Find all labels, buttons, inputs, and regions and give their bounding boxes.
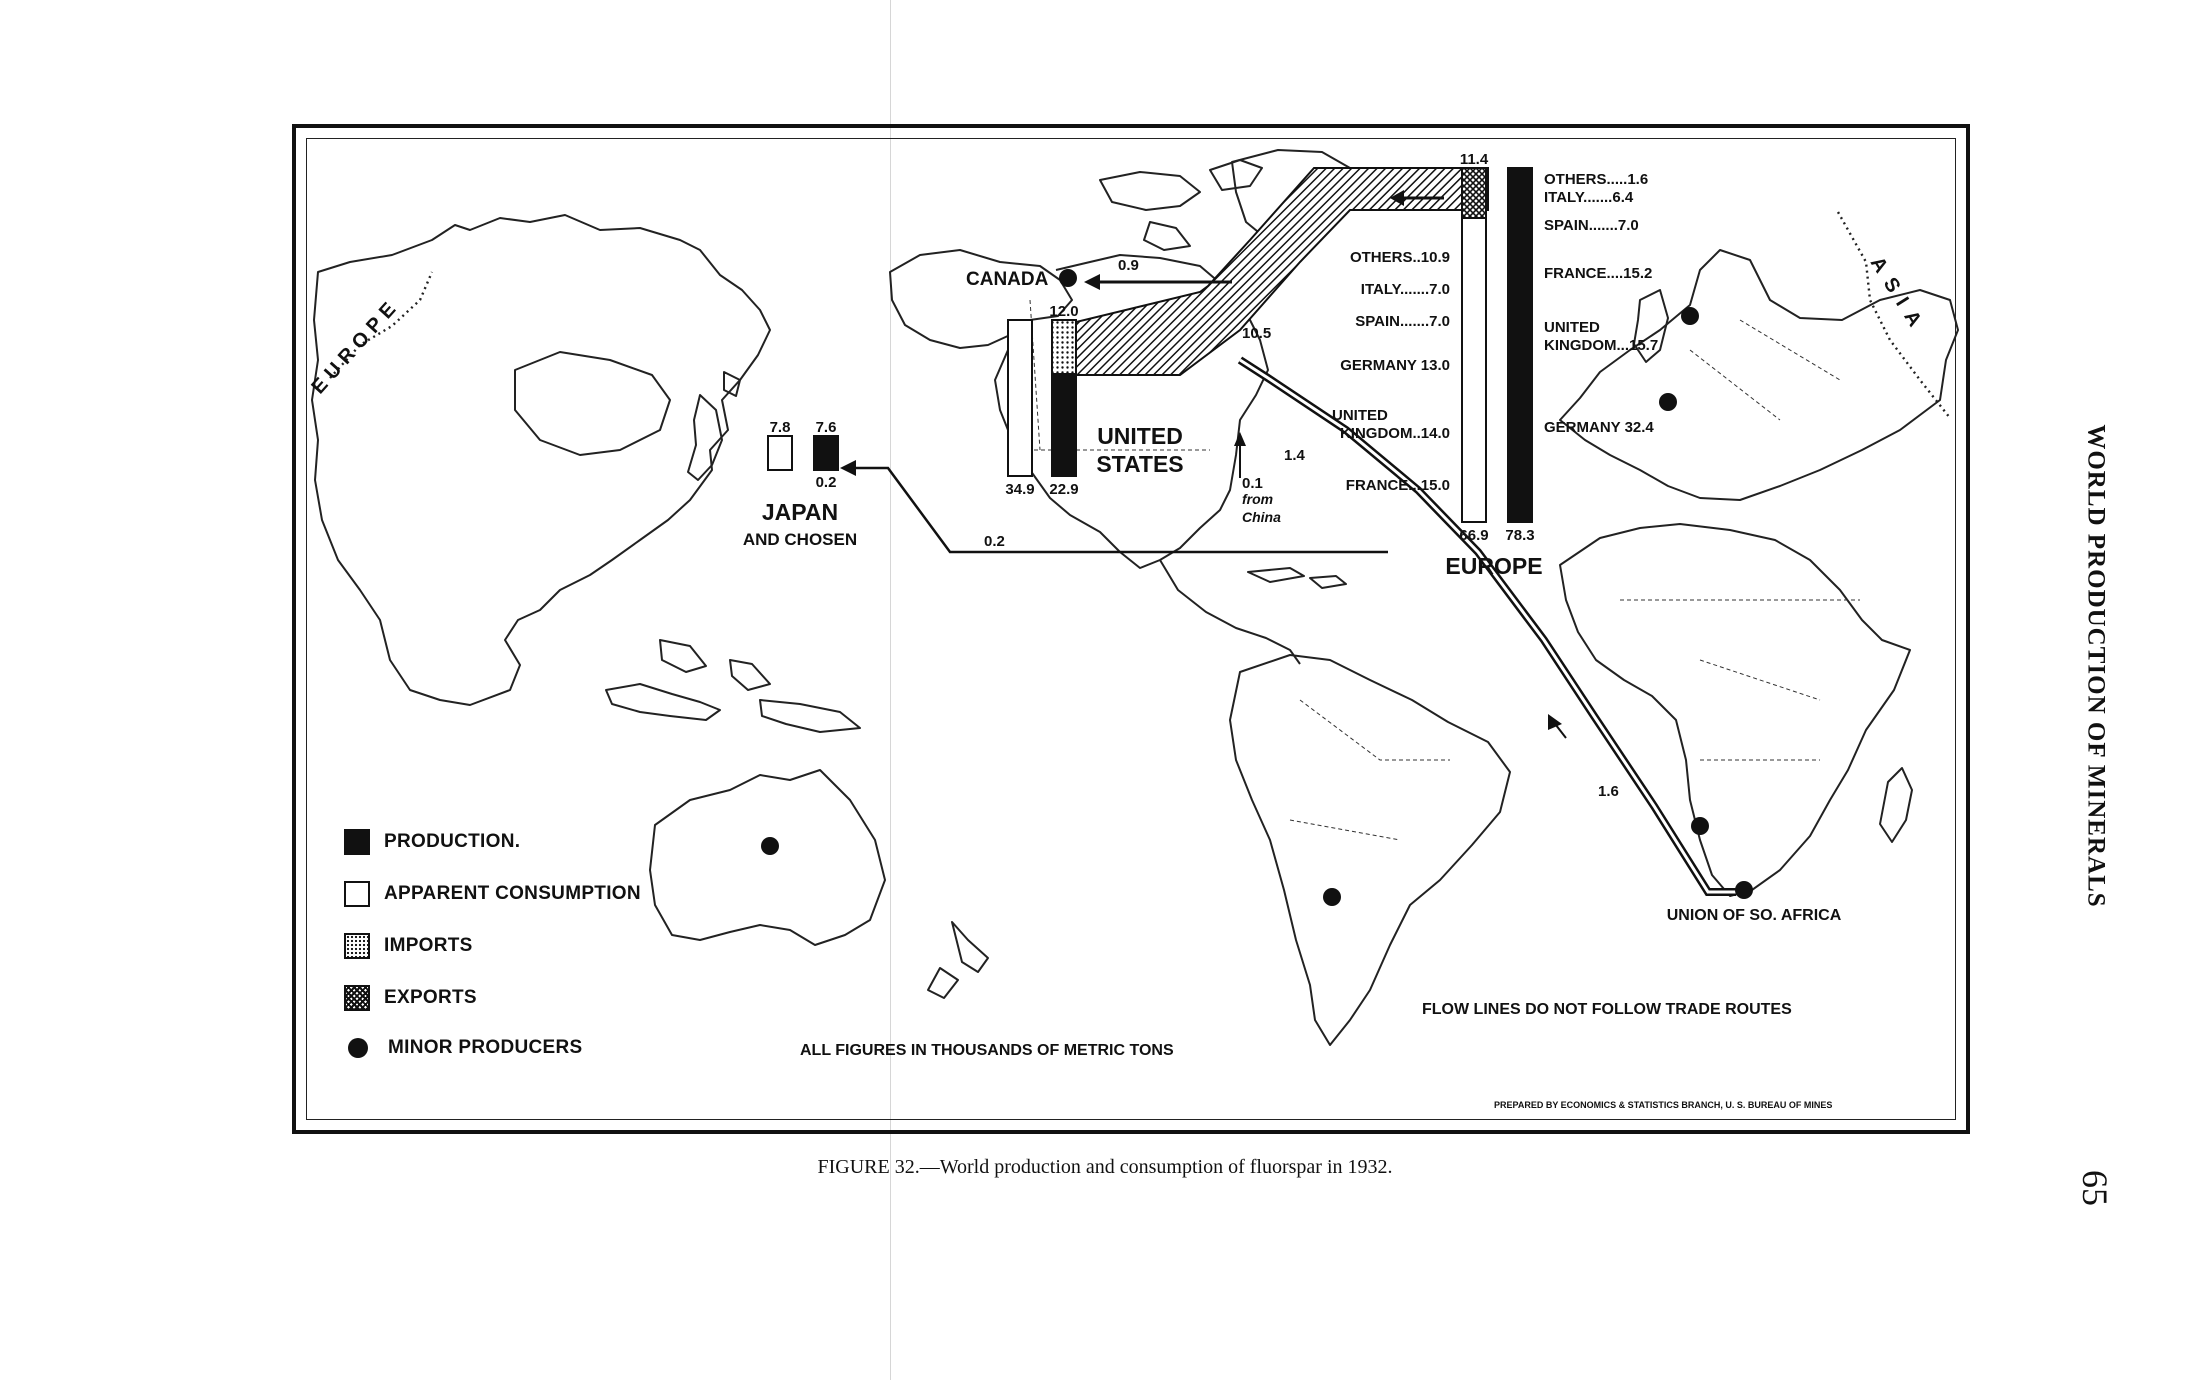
europe-arc-label: EUROPE [307, 294, 405, 399]
china-arrowhead [1234, 432, 1246, 446]
us-imports-bar [1052, 320, 1076, 374]
europe-production-uk: UNITED [1544, 319, 1600, 336]
canada-label: CANADA [966, 269, 1049, 290]
legend-label-consumption: APPARENT CONSUMPTION [384, 883, 641, 904]
europe-exports-value: 11.4 [1459, 151, 1489, 168]
credit-note: PREPARED BY ECONOMICS & STATISTICS BRANCH, U. S. BUREAU OF MINES [1494, 1100, 1833, 1110]
europe-consumption-bar [1462, 218, 1486, 522]
europe-consumption-italy: ITALY.......7.0 [1360, 281, 1450, 298]
flow-value-africa-us-1-4: 1.4 [1284, 447, 1305, 464]
minor-producer-dot-argentina [1323, 888, 1341, 906]
us-imports-value: 12.0 [1049, 303, 1079, 320]
europe-production-spain: SPAIN.......7.0 [1544, 217, 1639, 234]
legend-item-minor-producers [344, 1032, 583, 1064]
europe-exports-bar [1462, 168, 1486, 218]
minor-producer-swatch [348, 1038, 368, 1058]
united-states-label: UNITED [1097, 423, 1183, 449]
europe-consumption-spain: SPAIN.......7.0 [1355, 313, 1450, 330]
central-america-coast [1160, 560, 1300, 664]
europe-label: EUROPE [1445, 553, 1543, 579]
flow-value-europe-canada: 0.9 [1118, 257, 1139, 274]
africa-coast [1560, 524, 1910, 896]
africa-borders [1620, 600, 1860, 760]
japan-label-2: AND CHOSEN [742, 530, 858, 549]
legend-item-consumption [344, 878, 641, 910]
flow-value-africa-us-1-6: 1.6 [1598, 783, 1619, 800]
south-america-borders [1290, 700, 1450, 840]
legend-label-minor-producers: MINOR PRODUCERS [388, 1037, 583, 1058]
south-america-coast [1230, 655, 1510, 1045]
europe-consumption-germany: GERMANY 13.0 [1340, 357, 1450, 374]
europe-consumption-france: FRANCE...15.0 [1345, 477, 1450, 494]
page-number [2060, 1158, 2130, 1218]
running-head-text: WORLD PRODUCTION OF MINERALS [2083, 424, 2111, 908]
australia-coast [650, 770, 885, 945]
europe-asia-boundary-east [1838, 212, 1950, 418]
europe-production-bar [1508, 168, 1532, 522]
europe-production-italy: ITALY.......6.4 [1544, 189, 1634, 206]
minor-producer-dot-australia [761, 837, 779, 855]
new-zealand-coast [928, 922, 988, 998]
us-production-bar [1052, 374, 1076, 476]
legend-item-production [344, 826, 520, 858]
europe-production-france: FRANCE....15.2 [1544, 265, 1653, 282]
canadian-arctic-islands [1100, 160, 1262, 250]
madagascar-coast [1880, 768, 1912, 842]
europe-production-germany: GERMANY 32.4 [1544, 419, 1654, 436]
flow-value-europe-japan: 0.2 [984, 533, 1005, 550]
minor-producer-dot-southern-africa [1691, 817, 1709, 835]
europe-consumption-uk-2: KINGDOM..14.0 [1339, 425, 1450, 442]
legend-item-exports [344, 982, 477, 1014]
flow-line-africa-to-us [1240, 360, 1736, 892]
production-swatch [344, 829, 370, 855]
japan-consumption-value: 7.8 [769, 419, 791, 436]
minor-producer-dot-switzerland [1659, 393, 1677, 411]
running-head [2076, 396, 2116, 936]
minor-producer-dot-canada [1059, 269, 1077, 287]
legend-label-production: PRODUCTION. [384, 831, 521, 852]
southeast-asia-islands [606, 640, 860, 732]
africa-flow-arrowhead [1548, 714, 1562, 730]
japan-label: JAPAN [761, 499, 839, 525]
flow-value-china-us: 0.1 [1242, 475, 1263, 492]
flow-line-europe-to-japan [852, 468, 1388, 552]
units-note: ALL FIGURES IN THOUSANDS OF METRIC TONS [800, 1042, 1174, 1059]
figure-caption [0, 1156, 2210, 1179]
europe-production-others: OTHERS.....1.6 [1544, 171, 1649, 188]
europe-consumption-value: 66.9 [1459, 527, 1489, 544]
us-production-value: 22.9 [1049, 481, 1079, 498]
us-consumption-bar [1008, 320, 1032, 476]
europe-borders [1690, 320, 1840, 420]
europe-production-value: 78.3 [1505, 527, 1535, 544]
consumption-swatch [344, 881, 370, 907]
figure-caption-text: —World production and consumption of fluorspar in 1932. [919, 1156, 1393, 1178]
minor-producer-dot-south-africa [1735, 881, 1753, 899]
from-china-label: from [1242, 491, 1274, 507]
us-consumption-value: 34.9 [1005, 481, 1035, 498]
canada-arrowhead [1084, 274, 1100, 290]
legend-label-imports: IMPORTS [384, 935, 473, 956]
from-china-label-2: China [1242, 509, 1281, 525]
page-number-text: 65 [2075, 1170, 2115, 1206]
japan-production-bar [814, 436, 838, 470]
exports-swatch [344, 985, 370, 1011]
figure-caption-label: FIGURE 32. [817, 1156, 920, 1178]
legend-label-exports: EXPORTS [384, 987, 477, 1008]
japan-imports-value: 0.2 [815, 474, 837, 491]
asia-arc-label: ASIA [1865, 252, 1931, 340]
china-interior [515, 352, 670, 455]
europe-consumption-others: OTHERS..10.9 [1349, 249, 1450, 266]
europe-production-uk-2: KINGDOM...15.7 [1544, 337, 1659, 354]
united-states-label-2: STATES [1096, 451, 1184, 477]
japan-arrowhead [840, 460, 856, 476]
europe-consumption-uk: UNITED [1332, 407, 1388, 424]
japan-production-value: 7.6 [815, 419, 837, 436]
south-africa-label: UNION OF SO. AFRICA [1666, 907, 1842, 924]
eurasia-east-coast [312, 215, 770, 705]
legend-item-imports [344, 930, 473, 962]
alaska-coast [890, 250, 1072, 348]
flow-value-europe-us: 10.5 [1242, 325, 1272, 342]
flow-lines-note: FLOW LINES DO NOT FOLLOW TRADE ROUTES [1422, 1001, 1792, 1018]
caribbean-islands [1248, 568, 1346, 588]
japan-consumption-bar [768, 436, 792, 470]
imports-swatch [344, 933, 370, 959]
minor-producer-dot-norway [1681, 307, 1699, 325]
